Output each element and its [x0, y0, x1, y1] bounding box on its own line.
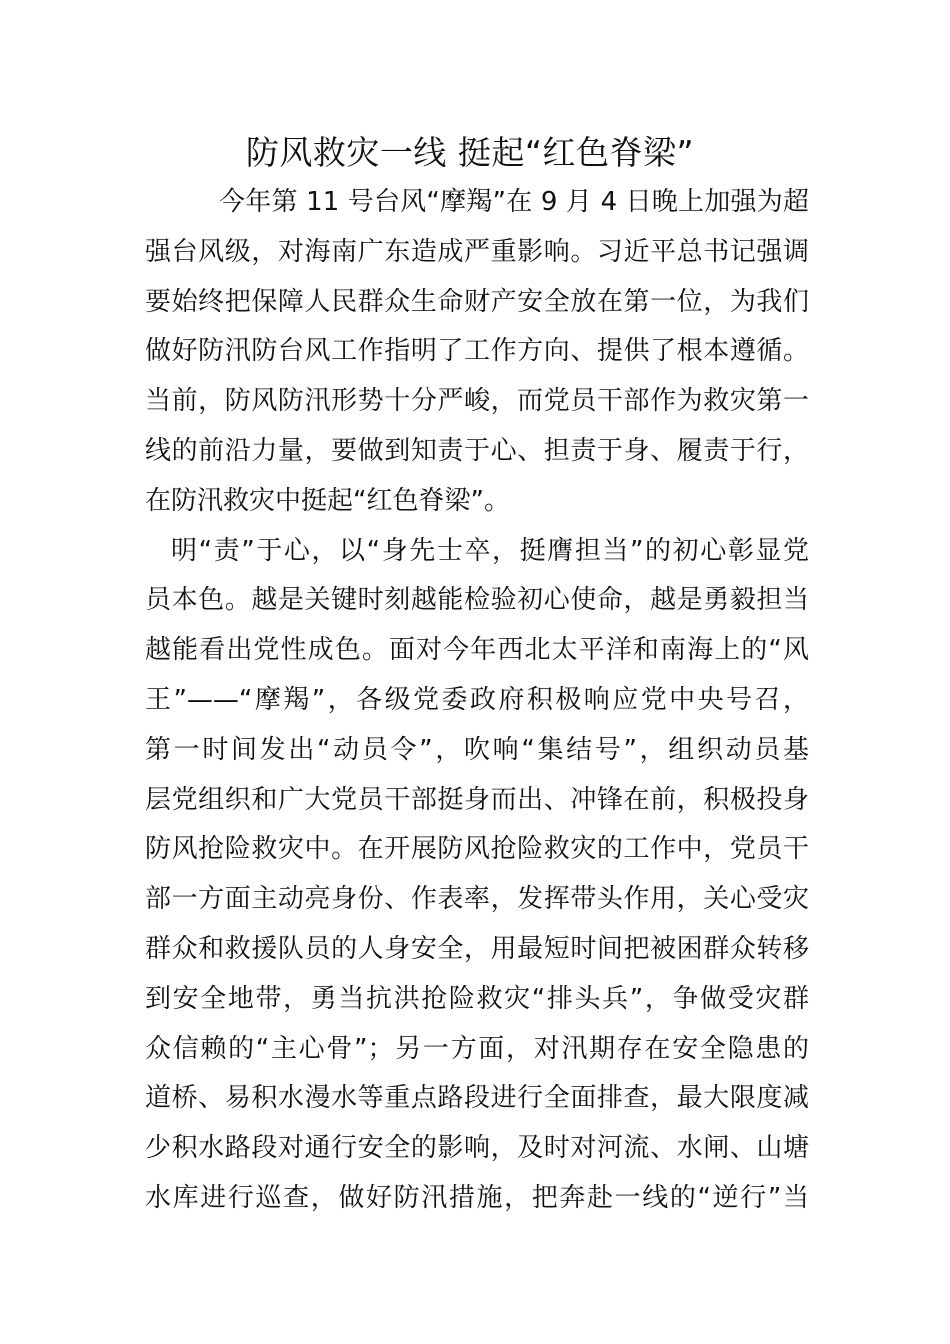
text-line: 要始终把保障人民群众生命财产安全放在第一位，为我们 — [145, 286, 809, 317]
text-line: 王”——“摩羯”，各级党委政府积极响应党中央号召， — [145, 684, 809, 715]
text-line: 越能看出党性成色。面对今年西北太平洋和南海上的“风 — [145, 635, 809, 666]
text-line: 道桥、易积水漫水等重点路段进行全面排查，最大限度减 — [145, 1083, 809, 1114]
text-line: 当前，防风防汛形势十分严峻，而党员干部作为救灾第一 — [145, 386, 809, 417]
text-line: 部一方面主动亮身份、作表率，发挥带头作用，关心受灾 — [145, 884, 809, 915]
text-line: 今年第 11 号台风“摩羯”在 9 月 4 日晚上加强为超 — [219, 187, 809, 217]
text-line: 少积水路段对通行安全的影响，及时对河流、水闸、山塘 — [145, 1133, 809, 1164]
document-body — [145, 178, 809, 1224]
text-line: 第一时间发出“动员令”，吹响“集结号”，组织动员基 — [145, 734, 809, 765]
text-line: 众信赖的“主心骨”；另一方面，对汛期存在安全隐患的 — [145, 1033, 809, 1064]
paragraph-1 — [145, 178, 809, 527]
paragraph-2 — [145, 527, 809, 1224]
text-line: 线的前沿力量，要做到知责于心、担责于身、履责于行， — [145, 435, 809, 466]
text-line: 员本色。越是关键时刻越能检验初心使命，越是勇毅担当 — [145, 585, 809, 616]
text-line: 水库进行巡查，做好防汛措施，把奔赴一线的“逆行”当 — [145, 1182, 809, 1213]
text-line: 群众和救援队员的人身安全，用最短时间把被困群众转移 — [145, 933, 809, 964]
text-line: 做好防汛防台风工作指明了工作方向、提供了根本遵循。 — [145, 336, 809, 367]
text-line: 层党组织和广大党员干部挺身而出、冲锋在前，积极投身 — [145, 784, 809, 815]
text-line: 在防汛救灾中挺起“红色脊梁”。 — [145, 485, 510, 516]
text-line: 强台风级，对海南广东造成严重影响。习近平总书记强调 — [145, 236, 809, 267]
text-line: 到安全地带，勇当抗洪抢险救灾“排头兵”，争做受灾群 — [145, 983, 809, 1014]
text-line: 明“责”于心，以“身先士卒，挺膺担当”的初心彰显党 — [171, 535, 809, 566]
document-title: 防风救灾一线 挺起“红色脊梁” — [245, 133, 695, 172]
text-line: 防风抢险救灾中。在开展防风抢险救灾的工作中，党员干 — [145, 834, 809, 865]
